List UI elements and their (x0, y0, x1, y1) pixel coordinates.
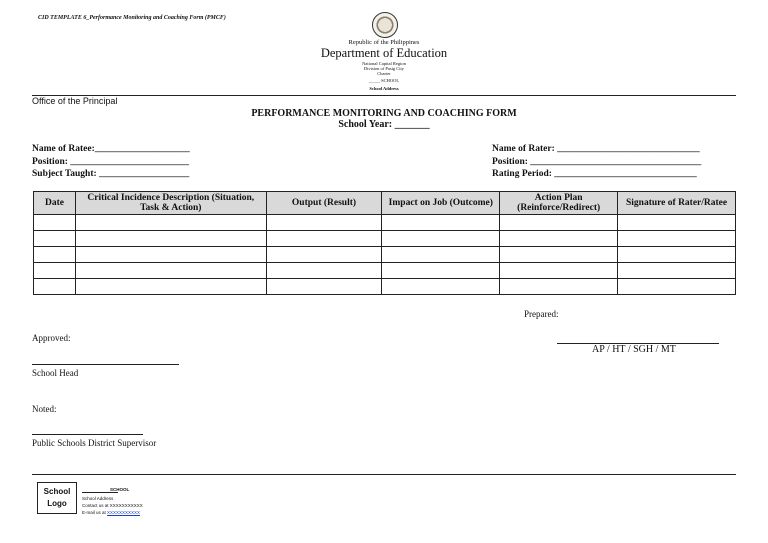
table-cell[interactable] (75, 263, 266, 279)
form-title: PERFORMANCE MONITORING AND COACHING FORM (251, 108, 517, 119)
table-cell[interactable] (618, 231, 736, 247)
table-cell[interactable] (382, 215, 500, 231)
ratee-info (32, 143, 190, 181)
table-row (34, 247, 736, 263)
footer-email-link[interactable]: XXXXXXXXXXX (107, 510, 141, 515)
republic-label: Republic of the Philippines (348, 39, 420, 46)
footer-contact: Contact us at XXXXXXXXXXX (82, 503, 143, 508)
school-address-label: School Address (369, 86, 399, 91)
deped-seal-icon (372, 12, 398, 38)
table-cell[interactable] (75, 279, 266, 295)
table-cell[interactable] (266, 247, 382, 263)
department-label: Department of Education (320, 46, 448, 60)
table-cell[interactable] (34, 215, 76, 231)
footer-school-line (82, 492, 118, 493)
rating-period-field[interactable]: Rating Period: ______________________________ (492, 169, 697, 179)
table-cell[interactable] (34, 279, 76, 295)
table-row (34, 215, 736, 231)
column-header-date: Date (34, 192, 76, 215)
table-cell[interactable] (382, 263, 500, 279)
table-cell[interactable] (266, 231, 382, 247)
footer-email-line (82, 510, 140, 515)
table-cell[interactable] (34, 231, 76, 247)
table-cell[interactable] (266, 263, 382, 279)
supervisor-label: Public Schools District Supervisor (32, 438, 157, 448)
table-cell[interactable] (618, 279, 736, 295)
table-cell[interactable] (266, 279, 382, 295)
column-header-signature: Signature of Rater/Ratee (618, 192, 736, 215)
table-cell[interactable] (500, 279, 618, 295)
table-cell[interactable] (382, 247, 500, 263)
rater-name-field[interactable]: Name of Rater: ______________________________ (492, 144, 700, 154)
region-label: National Capital Region (362, 61, 406, 66)
table-cell[interactable] (618, 215, 736, 231)
school-logo-placeholder (37, 482, 77, 514)
footer-address: School Address (82, 496, 114, 501)
table-cell[interactable] (382, 279, 500, 295)
approved-label: Approved: (32, 333, 71, 343)
table-row (34, 263, 736, 279)
ratee-position-field[interactable]: Position: _________________________ (32, 156, 190, 167)
charter-label: Charter (377, 71, 391, 76)
supervisor-signature-line[interactable] (32, 434, 143, 435)
prepared-label: Prepared: (524, 309, 559, 319)
logo-line-1: School (43, 487, 71, 496)
table-cell[interactable] (500, 263, 618, 279)
division-label: Division of Pasig City (363, 66, 405, 71)
table-cell[interactable] (500, 247, 618, 263)
header-divider (32, 95, 736, 96)
table-cell[interactable] (618, 263, 736, 279)
column-header-description: Critical Incidence Description (Situation, Task & Action) (75, 192, 266, 215)
school-year-field[interactable]: School Year: _______ (338, 119, 430, 130)
rater-position-field[interactable]: Position: ____________________________________ (492, 156, 702, 167)
ratee-name-field[interactable]: Name of Ratee:____________________ (32, 144, 190, 154)
table-cell[interactable] (618, 247, 736, 263)
table-cell[interactable] (500, 215, 618, 231)
coaching-table (33, 191, 736, 295)
footer-email-label: E-mail us at (82, 510, 108, 515)
table-cell[interactable] (75, 215, 266, 231)
table-cell[interactable] (500, 231, 618, 247)
table-cell[interactable] (75, 247, 266, 263)
office-label: Office of the Principal (32, 96, 118, 106)
template-label: CID TEMPLATE 6_Performance Monitoring and Coaching Form (PMCF) (38, 15, 226, 21)
table-cell[interactable] (34, 263, 76, 279)
table-header-row (34, 192, 736, 215)
column-header-impact: Impact on Job (Outcome) (382, 192, 500, 215)
noted-label: Noted: (32, 404, 57, 414)
school-head-label: School Head (32, 368, 79, 378)
column-header-action-plan: Action Plan (Reinforce/Redirect) (500, 192, 618, 215)
table-cell[interactable] (266, 215, 382, 231)
footer-school-label: SCHOOL (110, 487, 130, 492)
table-cell[interactable] (34, 247, 76, 263)
column-header-output: Output (Result) (266, 192, 382, 215)
logo-line-2: Logo (47, 499, 67, 508)
ratee-subject-field[interactable]: Subject Taught: ___________________ (32, 169, 190, 179)
table-body (34, 215, 736, 295)
table-row (34, 279, 736, 295)
table-cell[interactable] (382, 231, 500, 247)
table-cell[interactable] (75, 231, 266, 247)
footer-divider (32, 474, 736, 475)
table-row (34, 231, 736, 247)
prepared-role-label: AP / HT / SGH / MT (592, 344, 676, 355)
rater-info (492, 143, 701, 181)
school-label: _____ SCHOOL (368, 78, 400, 83)
school-head-signature-line[interactable] (32, 364, 179, 365)
